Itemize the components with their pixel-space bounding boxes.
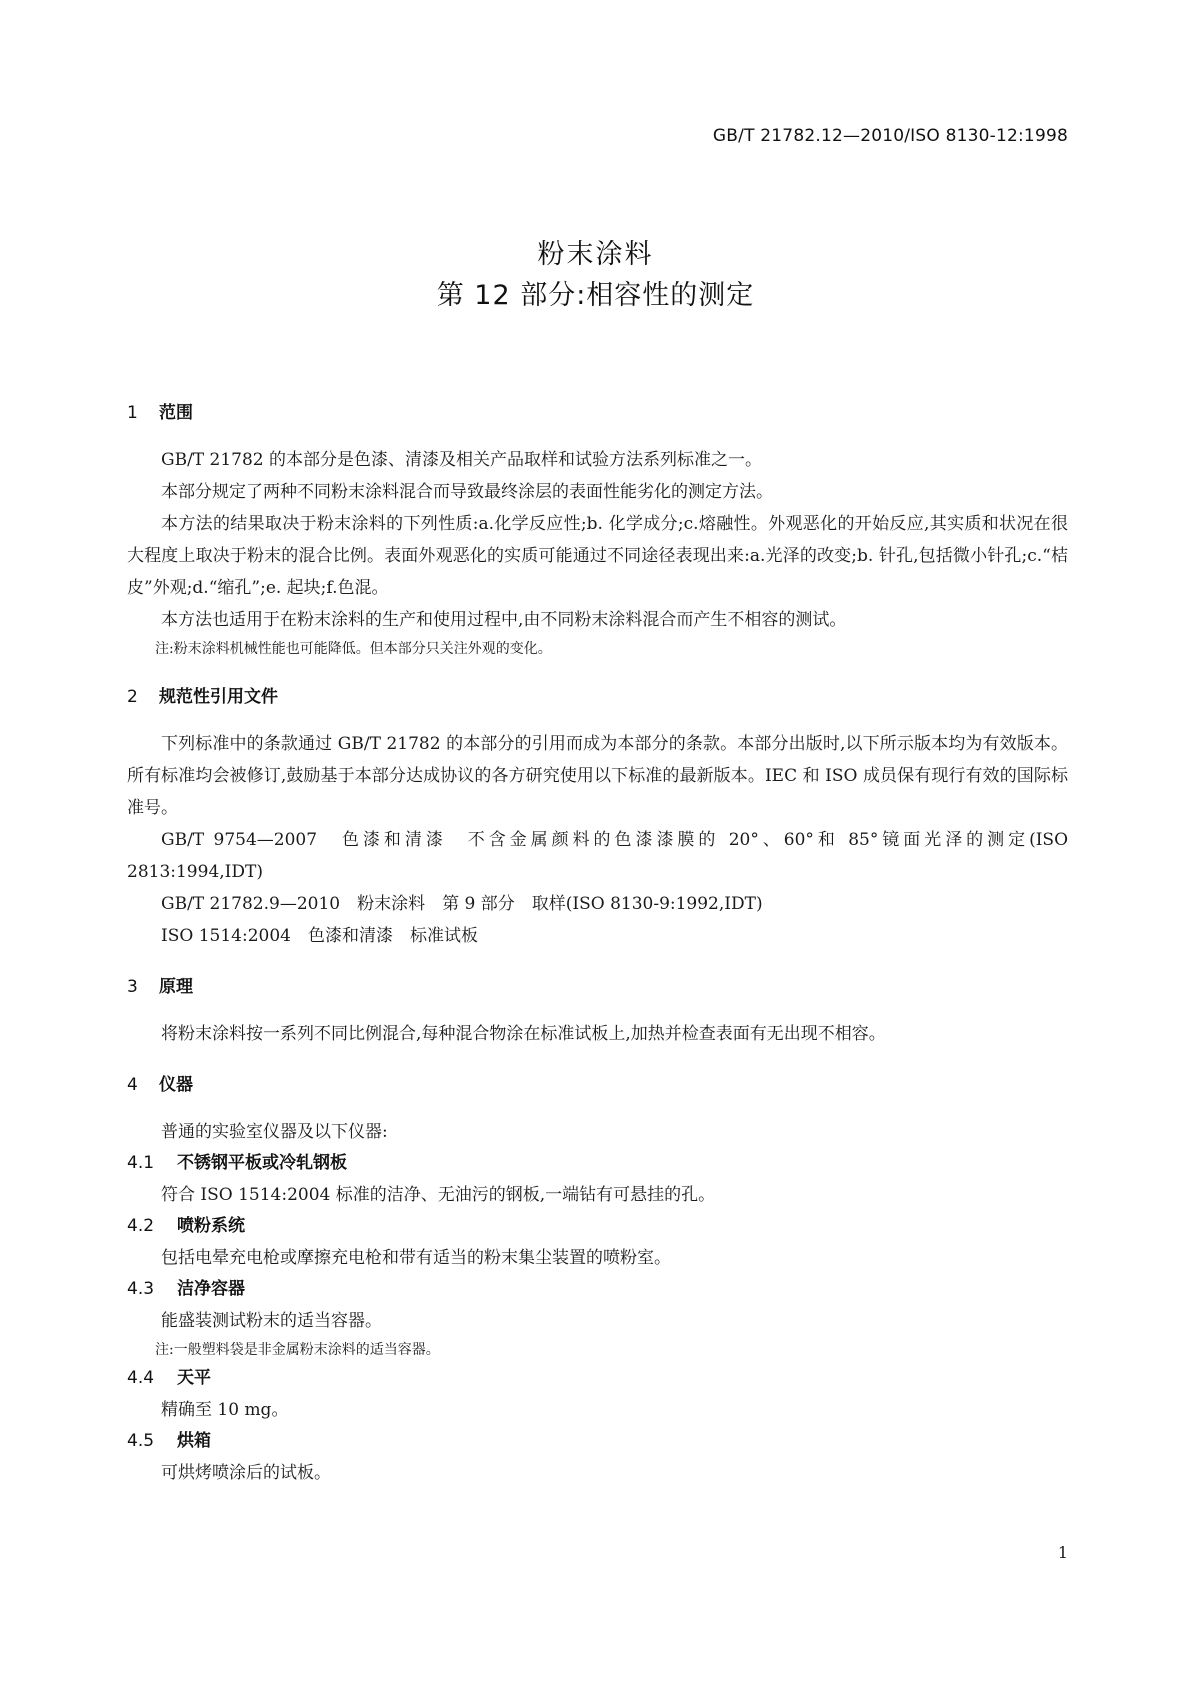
reference-item: ISO 1514:2004 色漆和清漆 标准试板 [161,926,478,946]
note: 注:粉末涂料机械性能也可能降低。但本部分只关注外观的变化。 [155,641,552,657]
paragraph: 普通的实验室仪器及以下仪器: [161,1122,388,1142]
paragraph: 本部分规定了两种不同粉末涂料混合而导致最终涂层的表面性能劣化的测定方法。 [161,482,773,502]
paragraph: 精确至 10 mg。 [161,1400,289,1420]
section-heading-4: 4 仪器 [127,1075,193,1095]
subsection-heading: 4.4 天平 [127,1368,211,1388]
paragraph: 符合 ISO 1514:2004 标准的洁净、无油污的钢板,一端钻有可悬挂的孔。 [161,1185,716,1205]
paragraph: 可烘烤喷涂后的试板。 [161,1463,331,1483]
section-heading-2: 2 规范性引用文件 [127,687,278,707]
paragraph: 能盛装测试粉末的适当容器。 [161,1311,382,1331]
subsection-heading: 4.1 不锈钢平板或冷轧钢板 [127,1153,347,1173]
reference-item: GB/T 21782.9—2010 粉末涂料 第 9 部分 取样(ISO 8130-9:1992,IDT) [161,894,763,914]
paragraph: 包括电晕充电枪或摩擦充电枪和带有适当的粉末集尘装置的喷粉室。 [161,1248,671,1268]
document-subtitle: 第 12 部分:相容性的测定 [436,280,755,311]
paragraph: 下列标准中的条款通过 GB/T 21782 的本部分的引用而成为本部分的条款。本部分出版时,以下所示版本均为有效版本。所有标准均会被修订,鼓励基于本部分达成协议的各方研究使用以下标准的最新版本。IEC 和 ISO 成员保有现行有效的国际标准号。 [127,734,1068,818]
subsection-heading: 4.2 喷粉系统 [127,1216,245,1236]
document-body [127,398,1068,1489]
section-heading-3: 3 原理 [127,977,193,997]
document-title: 粉末涂料 [537,239,654,270]
paragraph: 本方法的结果取决于粉末涂料的下列性质:a.化学反应性;b. 化学成分;c.熔融性。外观恶化的开始反应,其实质和状况在很大程度上取决于粉末的混合比例。表面外观恶化的实质可能通过不同途径表现出来:a.光泽的改变;b. 针孔,包括微小针孔;c.“桔皮”外观;d.“缩孔”;e. 起块;f.色混。 [127,514,1068,598]
note: 注:一般塑料袋是非金属粉末涂料的适当容器。 [155,1342,440,1358]
standard-code: GB/T 21782.12—2010/ISO 8130-12:1998 [712,126,1068,146]
subsection-heading: 4.5 烘箱 [127,1431,211,1451]
paragraph: GB/T 21782 的本部分是色漆、清漆及相关产品取样和试验方法系列标准之一。 [161,450,763,470]
paragraph: 本方法也适用于在粉末涂料的生产和使用过程中,由不同粉末涂料混合而产生不相容的测试。 [161,610,847,630]
subsection-heading: 4.3 洁净容器 [127,1279,245,1299]
reference-item: GB/T 9754—2007 色漆和清漆 不含金属颜料的色漆漆膜的 20°、60°和 85°镜面光泽的测定(ISO 2813:1994,IDT) [127,830,1068,882]
section-heading-1: 1 范围 [127,403,193,423]
paragraph: 将粉末涂料按一系列不同比例混合,每种混合物涂在标准试板上,加热并检查表面有无出现不相容。 [161,1024,886,1044]
page-number: 1 [1057,1543,1068,1562]
